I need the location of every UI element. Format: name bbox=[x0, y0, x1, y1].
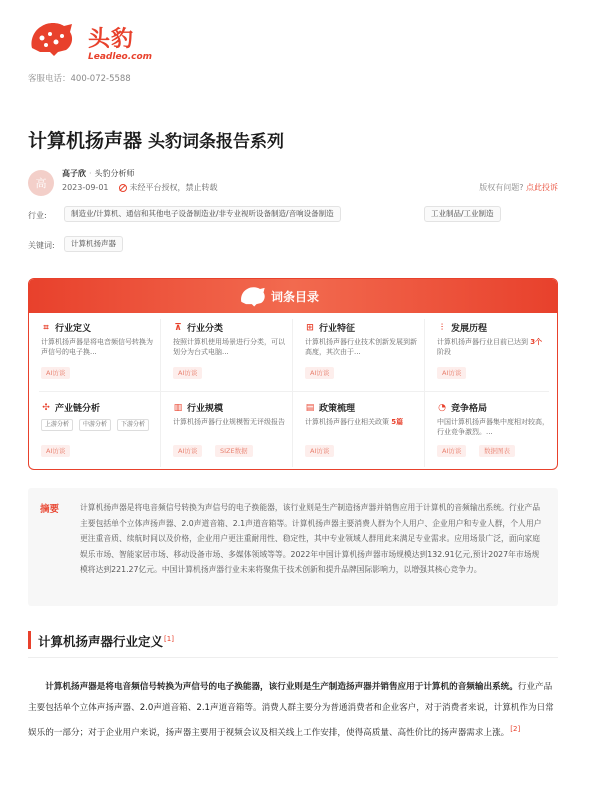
complaint-link[interactable]: 点此投诉 bbox=[526, 183, 558, 192]
toc-item-classification[interactable] bbox=[173, 321, 293, 393]
author-separator: · bbox=[89, 169, 92, 178]
ai-interview-pill[interactable]: AI访谈 bbox=[305, 367, 334, 379]
paragraph-text: 行业产品主要包括单个立体声扬声器、2.0声道音箱、2.1声道音箱等。消费人群主要分为普通消费者和企业客户，对于消费者来说，计算机作为日常娱乐的一部分；对于企业用户来说，扬声器主要用于视频会议及相关线上工作安排，使得高质量、高性价比的扬声器需求上涨。 bbox=[28, 682, 554, 738]
toc-item-desc: 中国计算机扬声器集中度相对较高，行业竞争激烈。... bbox=[437, 418, 549, 436]
section-title-text: 计算机扬声器行业定义 bbox=[38, 634, 164, 649]
desc-text: 计算机扬声器行业相关政策 bbox=[305, 418, 392, 426]
ai-interview-pill[interactable]: AI访谈 bbox=[173, 445, 202, 457]
section-title bbox=[38, 632, 174, 650]
abstract-box bbox=[28, 488, 558, 606]
reprint-notice: 未经平台授权，禁止转载 bbox=[129, 183, 218, 192]
avatar: 高 bbox=[28, 170, 54, 196]
toc-item-label: 行业定义 bbox=[55, 324, 92, 334]
ai-interview-pill[interactable]: AI访谈 bbox=[437, 445, 466, 457]
title-main: 计算机扬声器 bbox=[28, 130, 143, 152]
section-divider bbox=[28, 657, 558, 658]
feature-icon: ⊞ bbox=[306, 322, 314, 333]
desc-text: 计算机扬声器行业目前已达到 bbox=[437, 338, 531, 346]
brand-name: 头豹 bbox=[88, 27, 135, 52]
industry-tag[interactable]: 工业制品/工业制造 bbox=[424, 206, 501, 222]
publish-date: 2023-09-01 bbox=[62, 183, 109, 192]
data-chart-pill[interactable]: 数据图表 bbox=[479, 445, 515, 457]
leopard-logo-icon bbox=[28, 18, 76, 58]
policy-count: 5篇 bbox=[391, 418, 404, 426]
toc-item-desc: 计算机扬声器行业技术创新发展到新高度，其次由于... bbox=[305, 338, 417, 356]
toc-item-scale[interactable] bbox=[173, 401, 293, 470]
toc-item-label: 政策梳理 bbox=[319, 404, 356, 414]
definition-icon: ⌗ bbox=[43, 322, 49, 333]
meta-row bbox=[62, 182, 218, 193]
customer-hotline: 客服电话：400-072-5588 bbox=[28, 74, 131, 84]
forbidden-icon bbox=[119, 184, 127, 192]
toc-item-label: 产业链分析 bbox=[55, 404, 101, 414]
toc-item-desc bbox=[305, 417, 417, 427]
brand-website[interactable]: Leadleo.com bbox=[88, 52, 153, 62]
abstract-text: 计算机扬声器是将电音频信号转换为声信号的电子换能器，该行业则是生产制造扬声器并销售应用于计算机的音频输出系统。行业产品主要包括单个立体声扬声器、2.0声道音箱、2.1声道音箱等。计算机扬声器主要消费人群为个人用户、企业用户和专业人群，个人用户更注重音质、续航时间以及价格，企业用户更注重耐用性、稳定性，其中专业领域人群用此来满足专业需求。应用场景广泛，面向家庭娱乐市场、智能家居市场、移动设备市场、多媒体领域等等。2022年中国计算机扬声器市场规模达到132.91亿元,预计2027年市场规模将达到221.27亿元。中国计算机扬声器行业未来将聚焦于技术创新和提升品牌国际影响力，以增强其核心竞争力。 bbox=[80, 503, 542, 574]
history-icon: ⫶ bbox=[440, 322, 444, 333]
toc-item-chain[interactable] bbox=[41, 401, 161, 470]
author-name[interactable]: 高子欣 bbox=[62, 169, 86, 178]
section-paragraph bbox=[28, 677, 558, 744]
toc-item-title bbox=[437, 401, 487, 414]
toc-item-title bbox=[41, 321, 91, 334]
upstream-tag[interactable]: 上游分析 bbox=[41, 419, 73, 431]
keyword-tag[interactable]: 计算机扬声器 bbox=[64, 236, 123, 252]
toc-header bbox=[29, 279, 557, 313]
toc-item-title bbox=[305, 401, 355, 414]
copyright-report bbox=[479, 182, 558, 193]
toc-item-desc: 计算机扬声器行业规模暂无评级报告 bbox=[173, 418, 285, 426]
midstream-tag[interactable]: 中游分析 bbox=[79, 419, 111, 431]
ai-interview-pill[interactable]: AI访谈 bbox=[305, 445, 334, 457]
downstream-tag[interactable]: 下游分析 bbox=[117, 419, 149, 431]
toc-title: 词条目录 bbox=[271, 290, 320, 304]
toc-item-desc bbox=[437, 337, 549, 357]
industry-tag[interactable]: 制造业/计算机、通信和其他电子设备制造业/非专业视听设备制造/音响设备制造 bbox=[64, 206, 341, 222]
toc-item-title bbox=[41, 401, 100, 414]
toc-item-label: 行业特征 bbox=[319, 324, 356, 334]
toc-item-desc: 按照计算机使用场景进行分类，可以划分为台式电脑... bbox=[173, 338, 285, 356]
toc-item-title bbox=[437, 321, 487, 334]
ai-interview-pill[interactable]: AI访谈 bbox=[173, 367, 202, 379]
classification-icon: ⊼ bbox=[174, 322, 182, 333]
toc-item-policy[interactable] bbox=[305, 401, 425, 470]
author-role: 头豹分析师 bbox=[94, 169, 135, 178]
industry-label: 行业: bbox=[28, 211, 47, 220]
ai-interview-pill[interactable]: AI访谈 bbox=[437, 367, 466, 379]
toc-item-title bbox=[305, 321, 355, 334]
paragraph-bold: 计算机扬声器是将电音频信号转换为声信号的电子换能器，该行业则是生产制造扬声器并销售应用于计算机的音频输出系统。 bbox=[45, 682, 518, 692]
abstract-label: 摘要 bbox=[40, 504, 60, 515]
table-of-contents bbox=[28, 278, 558, 470]
chain-icon: ✣ bbox=[42, 402, 50, 413]
toc-item-feature[interactable] bbox=[305, 321, 425, 393]
footnote-ref[interactable]: [2] bbox=[510, 725, 521, 733]
toc-item-definition[interactable] bbox=[41, 321, 161, 393]
keywords-label: 关键词: bbox=[28, 241, 55, 250]
leopard-logo-icon bbox=[239, 283, 267, 309]
ai-interview-pill[interactable]: AI访谈 bbox=[41, 367, 70, 379]
toc-item-title bbox=[173, 401, 223, 414]
toc-item-competition[interactable] bbox=[437, 401, 557, 470]
ai-interview-pill[interactable]: AI访谈 bbox=[41, 445, 70, 457]
section-accent-bar bbox=[28, 631, 31, 649]
toc-item-label: 竞争格局 bbox=[451, 404, 488, 414]
policy-icon: ▤ bbox=[305, 402, 315, 413]
stage-count: 3个 bbox=[530, 338, 543, 346]
toc-item-label: 发展历程 bbox=[451, 324, 488, 334]
toc-item-title bbox=[173, 321, 223, 334]
author-line bbox=[62, 168, 135, 179]
page-title bbox=[28, 126, 284, 153]
toc-item-desc: 计算机扬声器是将电音频信号转换为声信号的电子换... bbox=[41, 338, 153, 356]
toc-item-label: 行业规模 bbox=[187, 404, 224, 414]
copyright-question: 版权有问题? bbox=[479, 183, 524, 192]
toc-item-history[interactable] bbox=[437, 321, 557, 393]
toc-item-label: 行业分类 bbox=[187, 324, 224, 334]
title-series: 头豹词条报告系列 bbox=[148, 132, 285, 152]
scale-icon: ▥ bbox=[173, 402, 183, 413]
size-data-pill[interactable]: SIZE数据 bbox=[215, 445, 253, 457]
competition-icon: ◔ bbox=[438, 402, 446, 413]
desc-text: 阶段 bbox=[437, 348, 451, 356]
footnote-ref[interactable]: [1] bbox=[164, 634, 174, 643]
